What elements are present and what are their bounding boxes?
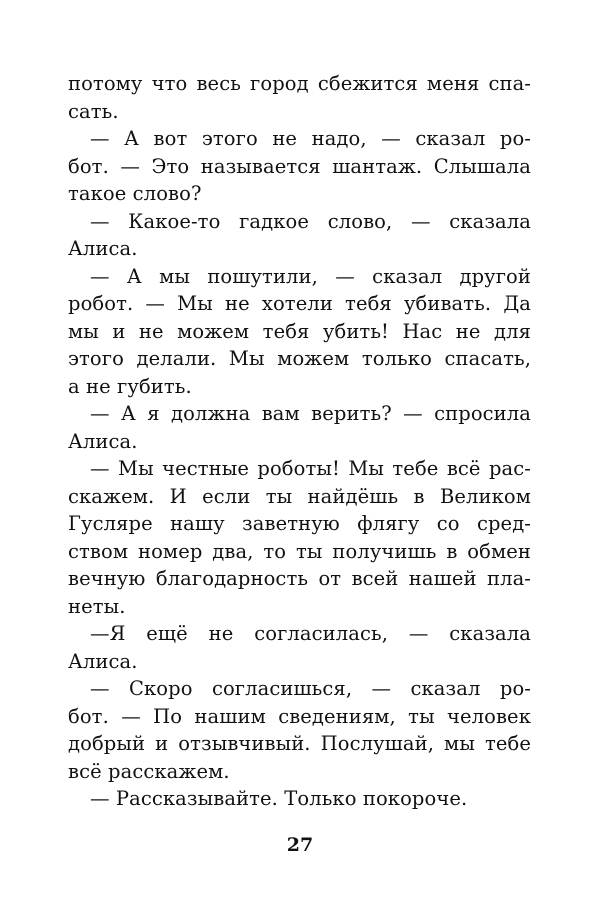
text-line: робот. — Мы не хотели тебя убивать. Да [68,292,531,315]
page-number: 27 [286,834,314,856]
text-line: всё расскажем. [68,759,230,783]
text-line: вечную благодарность от всей нашей пла- [68,567,531,590]
text-line: Алиса. [68,649,138,673]
text-line: — Какое-то гадкое слово, — сказала [90,209,531,233]
paragraph [68,208,531,263]
text-line: мы и не можем тебя убить! Нас не для [68,319,531,343]
text-line: ством номер два, то ты получишь в обмен [68,539,531,563]
text-line: — Мы честные роботы! Мы тебе всё рас- [90,457,531,480]
paragraph [68,620,531,675]
text-line: такое слово? [68,182,202,205]
text-line: Алиса. [68,429,138,453]
text-line: бот. — Это называется шантаж. Слышала [68,154,531,178]
text-line: потому что весь город сбежится меня спа- [68,72,531,95]
text-line: этого делали. Мы можем только спасать, [68,347,531,370]
paragraph [68,125,531,208]
text-line: — А я должна вам верить? — спросила [90,402,531,425]
paragraph [68,675,531,785]
text-line: —Я ещё не согласилась, — сказала [90,622,531,645]
text-line: неты. [68,594,126,618]
paragraph [68,400,531,455]
text-line: Алиса. [68,237,138,260]
paragraph [68,785,531,813]
text-line: — Рассказывайте. Только покороче. [90,787,468,810]
text-line: скажем. И если ты найдёшь в Великом [68,484,531,508]
text-line: бот. — По нашим сведениям, ты человек [68,704,531,728]
text-line: добрый и отзывчивый. Послушай, мы тебе [68,732,531,755]
text-line: Гусляре нашу заветную флягу со сред- [68,512,531,535]
paragraph [68,70,531,125]
text-line: — А вот этого не надо, — сказал ро- [90,127,531,150]
text-line: — А мы пошутили, — сказал другой [90,264,531,288]
paragraph [68,455,531,620]
paragraph [68,263,531,401]
text-line: сать. [68,99,119,123]
text-line: — Скоро согласишься, — сказал ро- [90,677,531,700]
page-body [68,70,531,813]
text-line: а не губить. [68,374,192,398]
